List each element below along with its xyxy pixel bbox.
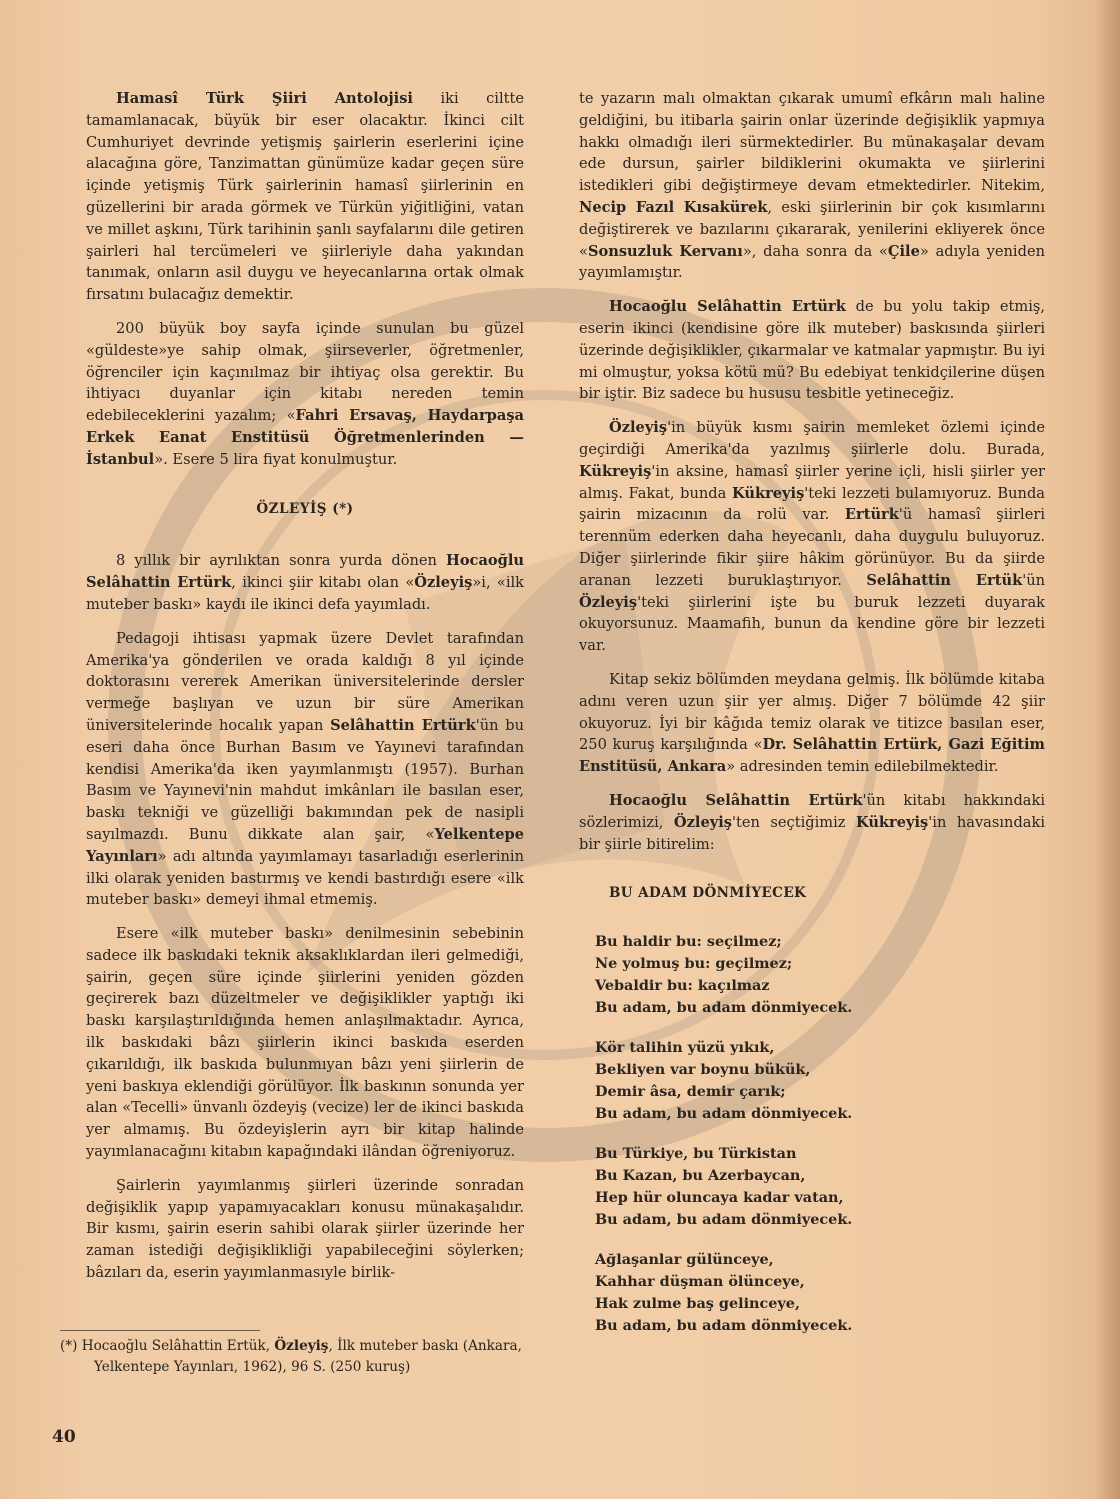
poem-stanza [595, 931, 1045, 1019]
bold-title: Özleyiş [673, 813, 732, 831]
poem-stanza [595, 1143, 1045, 1231]
page-number: 40 [52, 1427, 76, 1447]
page-edge-shadow [1094, 0, 1120, 1499]
paragraph [579, 790, 1045, 855]
text-run: , ikinci şiir kitabı olan « [231, 574, 415, 592]
poem-line: Bu adam, bu adam dönmiyecek. [595, 1211, 853, 1229]
paragraph [86, 628, 524, 911]
text-run: » adresinden temin edilebilmektedir. [726, 758, 999, 776]
text-run: 'in aksine, hamasî şiirler yerine içli, hisli şiirler yer almış. Fakat, bunda [579, 462, 1045, 502]
paragraph [579, 417, 1045, 657]
footnote [60, 1336, 526, 1378]
bold-publisher: Yelkentepe Yayınları [86, 825, 524, 865]
bold-title: Kükreyiş [855, 813, 929, 831]
text-run: ». Esere 5 lira fiyat konulmuştur. [154, 450, 398, 468]
bold-address: Fahri Ersavaş, Haydarpaşa Erkek Eanat Enstitüsü Öğretmenlerinden — İstanbul [86, 407, 524, 468]
text-run: , eski şiirlerinin bir çok kısımlarını değiştirerek ve bazılarını çıkararak, yenilerini ekliyerek önce « [579, 198, 1045, 260]
poem-line: Ağlaşanlar gülünceye, [595, 1251, 774, 1269]
text-run: 'teki lezzeti bulamıyoruz. Bunda şairin mizacının da rolü var. [579, 484, 1045, 524]
bold-address: Dr. Selâhattin Ertürk, Gazi Eğitim Enstitüsü, Ankara [579, 736, 1045, 776]
text-run: » adıyla yeniden yayımlamıştır. [579, 242, 1045, 282]
text-run: iki ciltte tamamlanacak, büyük bir eser olacaktır. İkinci cilt Cumhuriyet devrinde yetişmiş şairlerin eserlerini içine alacağına göre, Tanzimattan günümüze kadar geçen süre içinde yetişmiş Türk şairlerinin hamasî şiirlerinin en güzellerini bir arada görmek ve Türkün yiğitliğini, vatan ve millet aşkını, Türk tarihinin şanlı sayfalarını dile getiren şairleri hal tercümeleri ve şiirleriyle daha yakından tanımak, onların asil duygu ve heyecanlarına ortak olmak fırsatını bulacağız demektir. [86, 90, 524, 304]
bold-name: Hocaoğlu Selâhattin Ertürk [609, 298, 846, 316]
text-run: » adı altında yayımlamayı tasarladığı eserlerinin ilki olarak yeniden bastırmış ve kendi bastırdığı esere «ilk muteber baskı» demeyi ihmal etmemiş. [86, 847, 524, 909]
text-run: Şairlerin yayımlanmış şiirleri üzerinde sonradan değişiklik yapıp yapamıyacakları konusu münakaşalıdır. Bir kısmı, şairin eserin sahibi olarak şiirler üzerinde her zaman istediği değişiklikliği yapabileceğini söylerken; bâzıları da, eserin yayımlanmasıyle birlik- [86, 1176, 524, 1282]
poem-line: Vebaldir bu: kaçılmaz [595, 977, 770, 995]
poem-line: Demir âsa, demir çarık; [595, 1083, 786, 1101]
bold-name: Selâhattin Ertük [866, 571, 1023, 589]
text-run: 'ü hamasî şiirleri terennüm ederken daha heyecanlı, daha duygulu buluyoruz. Diğer şiirlerinde fikir şiire hâkim görünüyor. Bu da şiirde aranan lezzeti buruklaştırıyor. [579, 506, 1045, 589]
poem-line: Kör talihin yüzü yıkık, [595, 1039, 775, 1057]
left-column [86, 88, 524, 1296]
text-run: », daha sonra da « [742, 242, 888, 260]
text-run: 'in büyük kısmı şairin memleket özlemi içinde geçirdiği Amerika'da yazılmış şiirlerle dolu. Burada, [579, 419, 1045, 458]
footnote-mark: (*) [60, 1338, 78, 1354]
paragraph [579, 88, 1045, 284]
footnote-divider [60, 1330, 260, 1331]
poem-line: Hep hür oluncaya kadar vatan, [595, 1189, 844, 1207]
text-run: , İlk muteber baskı (Ankara, Yelkentepe Yayınları, 1962), 96 S. (250 kuruş) [94, 1338, 522, 1375]
bold-title: Özleyiş [609, 419, 668, 437]
paragraph [579, 296, 1045, 405]
paragraph [86, 88, 524, 306]
bold-name: Hocaoğlu Selâhattin Ertürk [609, 791, 863, 809]
text-run: 'ten seçtiğimiz [732, 813, 856, 831]
bold-title: Çile [887, 242, 920, 260]
text-run: »i, «ilk muteber baskı» kaydı ile ikinci defa yayımladı. [86, 574, 525, 613]
poem-line: Bu adam, bu adam dönmiyecek. [595, 999, 853, 1017]
bold-title: Kükreyiş [731, 484, 805, 502]
paragraph [86, 550, 524, 615]
text-run: 'ün kitabı hakkındaki sözlerimizi, [579, 791, 1045, 831]
poem-line: Bu adam, bu adam dönmiyecek. [595, 1317, 853, 1335]
text-run: 8 yıllık bir ayrılıktan sonra yurda dönen [116, 552, 447, 570]
text-run: Kitap sekiz bölümden meydana gelmiş. İlk bölümde kitaba adını veren uzun şiir yer almış. Diğer 7 bölümde 42 şiir okuyoruz. İyi bir kâğıda temiz olarak ve titizce basılan eser, 250 kuruş karşılığında « [579, 670, 1045, 754]
bold-title: Sonsuzluk Kervanı [587, 242, 743, 260]
paragraph [86, 1175, 524, 1284]
poem-line: Ne yolmuş bu: geçilmez; [595, 955, 793, 973]
bold-title: Özleyiş [274, 1338, 329, 1354]
poem-line: Bu Türkiye, bu Türkistan [595, 1145, 797, 1163]
text-run: Esere «ilk muteber baskı» denilmesinin sebebinin sadece ilk baskıdaki teknik aksaklıklardan ileri gelmediği, şairin, geçen süre içinde şiirlerini yeniden gözden geçirerek bazı düzeltmeler ve değişiklikler yaptığı iki baskı karşılaştırıldığında hemen anlaşılmaktadır. Ayrıca, ilk baskıdaki bâzı şiirlerin ikinci baskıda eserden çıkarıldığı, ilk baskıda bulunmıyan bâzı yeni şiirlerin de yeni baskıya eklendiği görülüyor. İlk baskının sonunda yer alan «Tecelli» ünvanlı özdeyiş (vecize) ler de ikinci baskıda yer almamış. Bu özdeyişlerin ayrı bir kitap halinde yayımlanacağını kitabın kapağındaki ilândan öğreniyoruz. [86, 925, 524, 1161]
text-run: Pedagoji ihtisası yapmak üzere Devlet tarafından Amerika'ya gönderilen ve orada kaldığı 8 yıl içinde doktorasını vererek Amerikan üniversitelerinde dersler vermeğe başlıyan ve uzun bir süre Amerikan üniversitelerinde hocalık yapan [86, 629, 524, 734]
text-run: de bu yolu takip etmiş, eserin ikinci (kendisine göre ilk muteber) baskısında şiirleri üzerinde değişiklikler, çıkarmalar ve katmalar yapmıştır. Bu iyi mi olmuştur, yoksa kötü mü? Bu edebiyat tenkidçilerine düşen bir iştir. Biz sadece bu hususu tesbitle yetineceğiz. [579, 298, 1045, 403]
section-heading: ÖZLEYİŞ (*) [256, 500, 354, 517]
poem-line: Bu adam, bu adam dönmiyecek. [595, 1105, 853, 1123]
poem-line: Bu haldir bu: seçilmez; [595, 933, 782, 951]
right-column [579, 88, 1045, 1355]
poem-line: Kahhar düşman ölünceye, [595, 1273, 805, 1291]
bold-title: Özleyiş [414, 574, 473, 592]
footnote-body [60, 1336, 526, 1378]
bold-name: Selâhattin Ertürk [330, 716, 476, 734]
poem-line: Bu Kazan, bu Azerbaycan, [595, 1167, 806, 1185]
bold-name: Hocaoğlu Selâhattin Ertürk [86, 552, 524, 592]
poem-line: Bekliyen var boynu bükük, [595, 1061, 811, 1079]
text-run: 'ün bu eseri daha önce Burhan Basım ve Yayınevi tarafından kendisi Amerika'da iken yayımlanmıştı (1957). Burhan Basım ve Yayınevi'nin mahdut imkânları ile basılan eser, baskı tekniği ve güzelliği bakımından pek de nasipli sayılmazdı. Bunu dikkate alan şair, « [86, 716, 524, 843]
text-run: 'in havasındaki bir şiirle bitirelim: [579, 813, 1045, 853]
text-run: 200 büyük boy sayfa içinde sunulan bu güzel «güldeste»ye sahip olmak, şiirseverler, öğretmenler, öğrenciler için kaçınılmaz bir ihtiyaç olsa gerektir. Bu ihtiyacı duyanlar için kitabı nereden temin edebileceklerini yazalım; « [86, 319, 524, 425]
paragraph [579, 669, 1045, 778]
poem-stanza [595, 1037, 1045, 1125]
poem-stanza [595, 1249, 1045, 1337]
bold-title: Hamasî Türk Şiiri Antolojisi [116, 90, 413, 107]
poem-line: Hak zulme baş gelinceye, [595, 1295, 800, 1313]
text-run: 'ün [1022, 571, 1045, 589]
text-run: Hocaoğlu Selâhattin Ertük, [77, 1338, 275, 1354]
bold-name: Ertürk [844, 506, 899, 524]
bold-title: Kükreyiş [579, 462, 652, 480]
paragraph [86, 923, 524, 1163]
text-run: 'teki şiirlerini işte bu buruk lezzeti duyarak okuyorsunuz. Maamafih, bunun da kendine göre bir lezzeti var. [579, 593, 1045, 655]
text-run: te yazarın malı olmaktan çıkarak umumî efkârın malı haline geldiğini, bu itibarla şairin onlar üzerinde değişiklik yapmıya hakkı olmadığı ileri sürmektedirler. Bu münakaşalar devam ede dursun, şairler bildiklerini okumakta ve şiirlerini istedikleri gibi değiştirmeye devam etmektedirler. Nitekim, [579, 90, 1045, 195]
poem-title: BU ADAM DÖNMİYECEK [609, 885, 807, 902]
bold-title: Özleyiş [579, 593, 638, 611]
paragraph [86, 318, 524, 471]
bold-name: Necip Fazıl Kısakürek [579, 198, 768, 216]
